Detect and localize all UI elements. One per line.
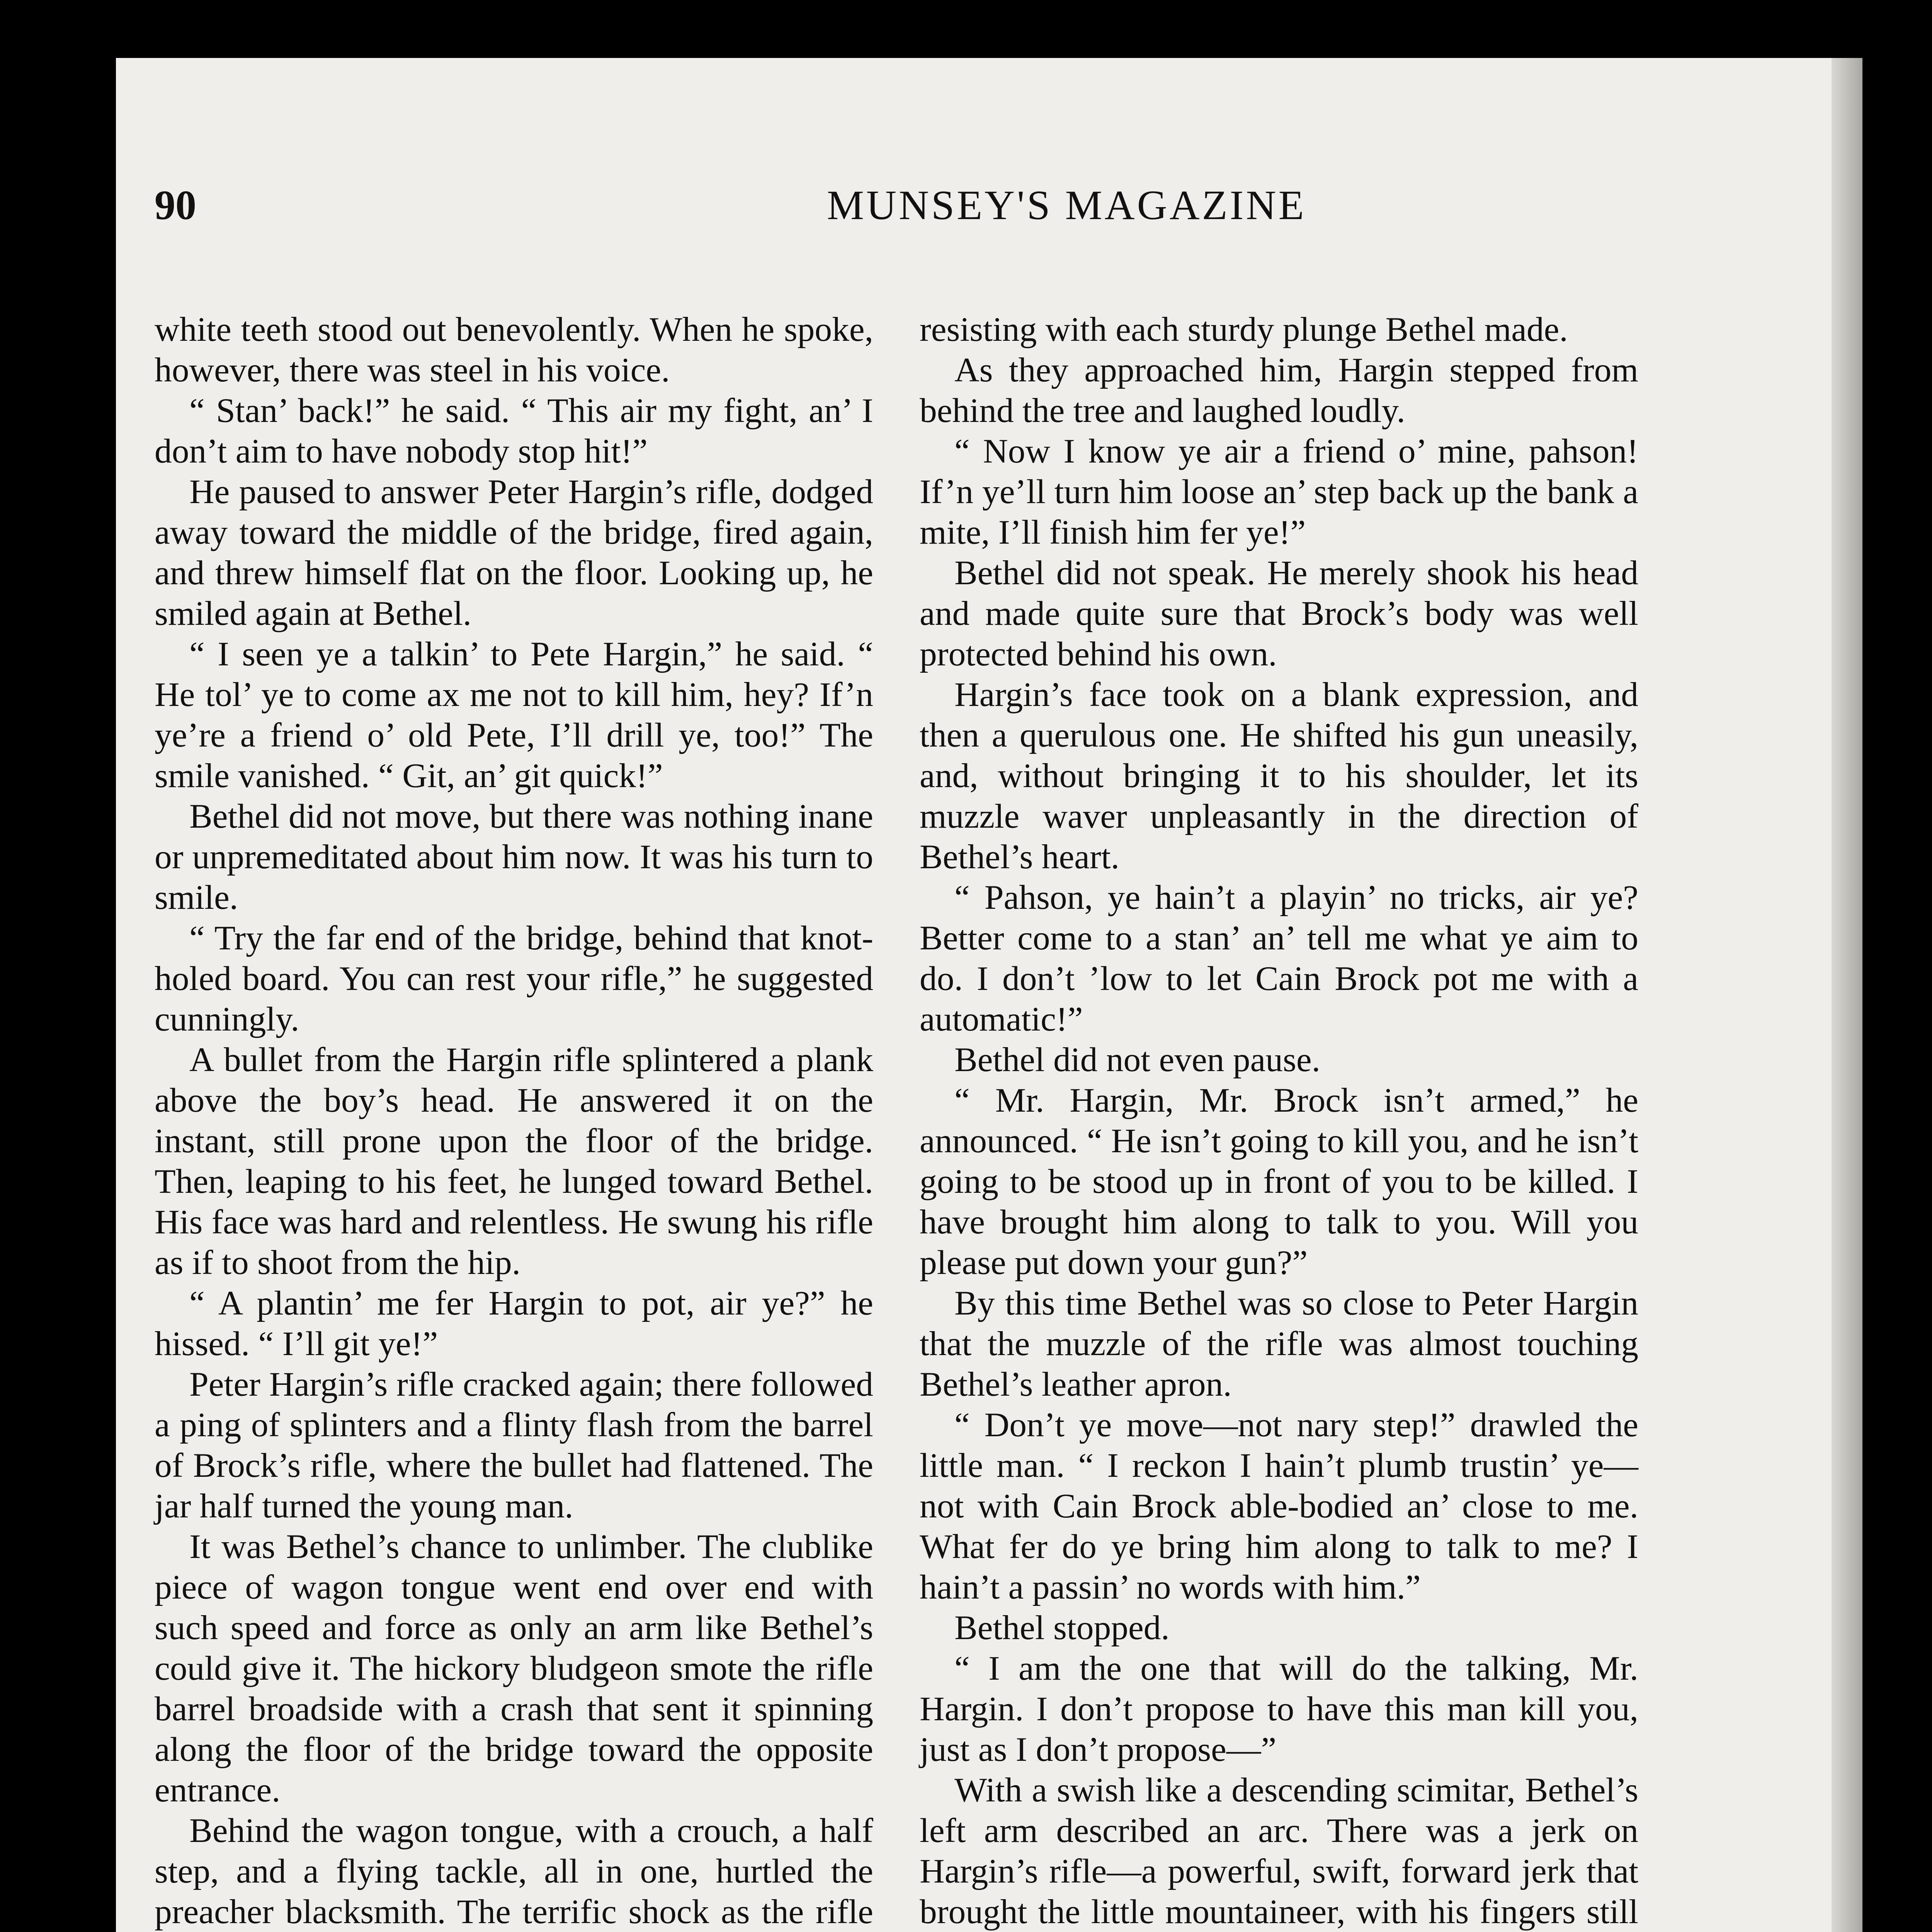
right-column xyxy=(920,309,1638,1932)
paragraph: “ I am the one that will do the talking, Mr. Hargin. I don’t propose to have this man kill you, just as I don’t propose—” xyxy=(920,1649,1638,1769)
paragraph: By this time Bethel was so close to Peter Hargin that the muzzle of the rifle was almost touching Bethel’s leather apron. xyxy=(920,1284,1638,1403)
page-header xyxy=(155,182,1743,259)
paragraph: It was Bethel’s chance to unlimber. The clublike piece of wagon tongue went end over end with such speed and force as only an arm like Bethel’s could give it. The hickory bludgeon smote the rifle barrel broadside with a crash that sent it spinning along the floor of the bridge toward the opposite entrance. xyxy=(155,1527,873,1809)
paragraph: With a swish like a descending scimitar, Bethel’s left arm described an arc. There was a jerk on Hargin’s rifle—a powerful, swift, forward jerk that brought the little mountaineer, with his fingers still xyxy=(920,1771,1638,1931)
paragraph: Hargin’s face took on a blank expression, and then a querulous one. He shifted his gun uneasily, and, without bringing it to his shoulder, let its muzzle waver unpleasantly in the direction of Bethel’s heart. xyxy=(920,675,1638,876)
paragraph: white teeth stood out benevolently. When he spoke, however, there was steel in his voice. xyxy=(155,310,873,389)
paragraph: “ Try the far end of the bridge, behind that knot-holed board. You can rest your rifle,” he suggested cunningly. xyxy=(155,919,873,1038)
paragraph: resisting with each sturdy plunge Bethel made. xyxy=(920,310,1568,349)
paragraph: “ Don’t ye move—not nary step!” drawled the little man. “ I reckon I hain’t plumb trustin’ ye—not with Cain Brock able-bodied an’ close to me. What fer do ye bring him along to talk to me? I hain’t a passin’ no words with him.” xyxy=(920,1406,1638,1606)
magazine-title: MUNSEY'S MAGAZINE xyxy=(827,182,1306,228)
paragraph: Bethel stopped. xyxy=(954,1609,1170,1647)
paragraph: Bethel did not speak. He merely shook his head and made quite sure that Brock’s body was well protected behind his own. xyxy=(920,554,1638,673)
paragraph: He paused to answer Peter Hargin’s rifle, dodged away toward the middle of the bridge, fired again, and threw himself flat on the floor. Looking up, he smiled again at Bethel. xyxy=(155,473,873,633)
paragraph: A bullet from the Hargin rifle splintered a plank above the boy’s head. He answered it on the instant, still prone upon the floor of the bridge. Then, leaping to his feet, he lunged toward Bethel. His face was hard and relentless. He swung his rifle as if to shoot from the hip. xyxy=(155,1041,873,1282)
paragraph: As they approached him, Hargin stepped from behind the tree and laughed loudly. xyxy=(920,351,1638,430)
paragraph: Bethel did not even pause. xyxy=(954,1041,1320,1079)
paragraph: Bethel did not move, but there was nothing inane or unpremeditated about him now. It was his turn to smile. xyxy=(155,797,873,917)
paragraph: “ I seen ye a talkin’ to Pete Hargin,” he said. “ He tol’ ye to come ax me not to kill him, hey? If’n ye’re a friend o’ old Pete, I’ll drill ye, too!” The smile vanished. “ Git, an’ git quick!” xyxy=(155,635,873,795)
paragraph: Behind the wagon tongue, with a crouch, a half step, and a flying tackle, all in one, hurtled the preacher blacksmith. The terrific shock as the rifle xyxy=(155,1811,873,1931)
page-spine-shadow xyxy=(1832,58,1862,1932)
page-number: 90 xyxy=(155,182,196,228)
paragraph: “ Mr. Hargin, Mr. Brock isn’t armed,” he announced. “ He isn’t going to kill you, and he isn’t going to be stood up in front of you to be killed. I have brought him along to talk to you. Will you please put down your gun?” xyxy=(920,1081,1638,1282)
paragraph: “ Stan’ back!” he said. “ This air my fight, an’ I don’t aim to have nobody stop hit!” xyxy=(155,391,873,470)
paragraph: “ A plantin’ me fer Hargin to pot, air ye?” he hissed. “ I’ll git ye!” xyxy=(155,1284,873,1363)
paragraph: Peter Hargin’s rifle cracked again; there followed a ping of splinters and a flinty flash from the barrel of Brock’s rifle, where the bullet had flattened. The jar half turned the young man. xyxy=(155,1365,873,1525)
paragraph: “ Now I know ye air a friend o’ mine, pahson! If’n ye’ll turn him loose an’ step back up the bank a mite, I’ll finish him fer ye!” xyxy=(920,432,1638,551)
left-column xyxy=(155,309,873,1932)
paragraph: “ Pahson, ye hain’t a playin’ no tricks, air ye? Better come to a stan’ an’ tell me what ye aim to do. I don’t ’low to let Cain Brock pot me with a automatic!” xyxy=(920,878,1638,1038)
